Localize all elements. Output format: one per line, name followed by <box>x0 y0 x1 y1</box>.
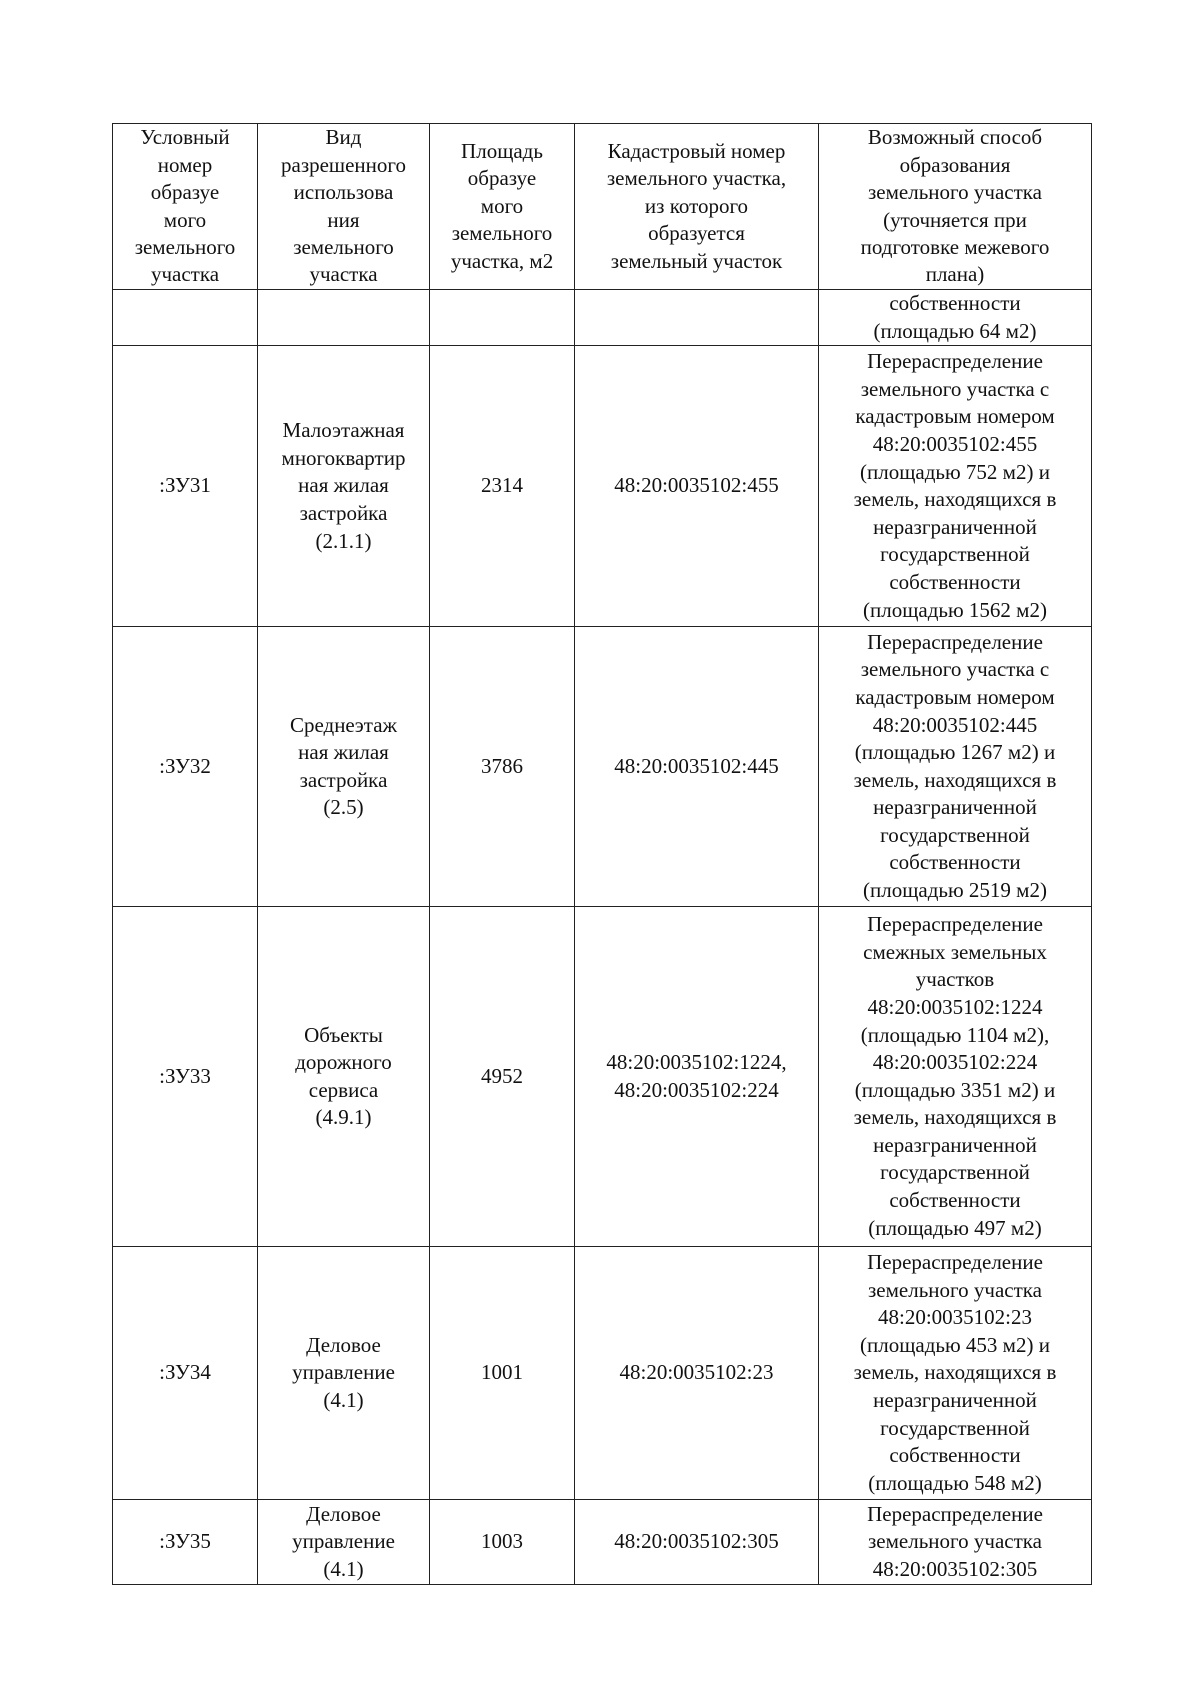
cell-cadastral-number: 48:20:0035102:23 <box>575 1247 819 1500</box>
cell-formation-method: Перераспределение земельного участка с кадастровым номером 48:20:0035102:445 (площадью 1267 м2) и земель, находящихся в неразграниченной государственной собственности (площадью 2519 м2) <box>819 627 1092 907</box>
cell-empty <box>575 290 819 346</box>
cell-permitted-use: Малоэтажная многоквартир ная жилая застройка (2.1.1) <box>258 346 430 627</box>
cell-formation-method: Перераспределение земельного участка 48:20:0035102:305 <box>819 1500 1092 1585</box>
table-row <box>113 1500 1092 1585</box>
cell-formation-method: Перераспределение земельного участка 48:20:0035102:23 (площадью 453 м2) и земель, находящихся в неразграниченной государственной собственности (площадью 548 м2) <box>819 1247 1092 1500</box>
cell-permitted-use: Деловое управление (4.1) <box>258 1247 430 1500</box>
cell-area: 2314 <box>430 346 575 627</box>
table-row <box>113 627 1092 907</box>
cell-empty <box>113 290 258 346</box>
cell-plot-number: :ЗУ35 <box>113 1500 258 1585</box>
cell-permitted-use: Объекты дорожного сервиса (4.9.1) <box>258 907 430 1247</box>
cell-formation-method: Перераспределение земельного участка с кадастровым номером 48:20:0035102:455 (площадью 752 м2) и земель, находящихся в неразграниченной государственной собственности (площадью 1562 м2) <box>819 346 1092 627</box>
table-row <box>113 1247 1092 1500</box>
cell-plot-number: :ЗУ31 <box>113 346 258 627</box>
header-formation-method: Возможный способ образования земельного участка (уточняется при подготовке межевого плана) <box>819 124 1092 290</box>
header-cadastral-number: Кадастровый номер земельного участка, из которого образуется земельный участок <box>575 124 819 290</box>
cell-cadastral-number: 48:20:0035102:1224, 48:20:0035102:224 <box>575 907 819 1247</box>
header-plot-number: Условный номер образуе мого земельного участка <box>113 124 258 290</box>
table-row <box>113 346 1092 627</box>
cell-plot-number: :ЗУ33 <box>113 907 258 1247</box>
cell-formation-method: собственности (площадью 64 м2) <box>819 290 1092 346</box>
cell-plot-number: :ЗУ32 <box>113 627 258 907</box>
table-row <box>113 907 1092 1247</box>
table-header-row <box>113 124 1092 290</box>
cell-cadastral-number: 48:20:0035102:445 <box>575 627 819 907</box>
cell-area: 3786 <box>430 627 575 907</box>
cell-cadastral-number: 48:20:0035102:455 <box>575 346 819 627</box>
table-row-continuation <box>113 290 1092 346</box>
header-permitted-use: Вид разрешенного использова ния земельного участка <box>258 124 430 290</box>
cell-permitted-use: Среднеэтаж ная жилая застройка (2.5) <box>258 627 430 907</box>
cell-empty <box>430 290 575 346</box>
cell-plot-number: :ЗУ34 <box>113 1247 258 1500</box>
cell-area: 4952 <box>430 907 575 1247</box>
land-plots-table <box>112 123 1092 1585</box>
cell-area: 1003 <box>430 1500 575 1585</box>
cell-cadastral-number: 48:20:0035102:305 <box>575 1500 819 1585</box>
cell-formation-method: Перераспределение смежных земельных участков 48:20:0035102:1224 (площадью 1104 м2), 48:20:0035102:224 (площадью 3351 м2) и земель, находящихся в неразграниченной государственной собственности (площадью 497 м2) <box>819 907 1092 1247</box>
cell-empty <box>258 290 430 346</box>
header-area: Площадь образуе мого земельного участка, м2 <box>430 124 575 290</box>
cell-permitted-use: Деловое управление (4.1) <box>258 1500 430 1585</box>
cell-area: 1001 <box>430 1247 575 1500</box>
